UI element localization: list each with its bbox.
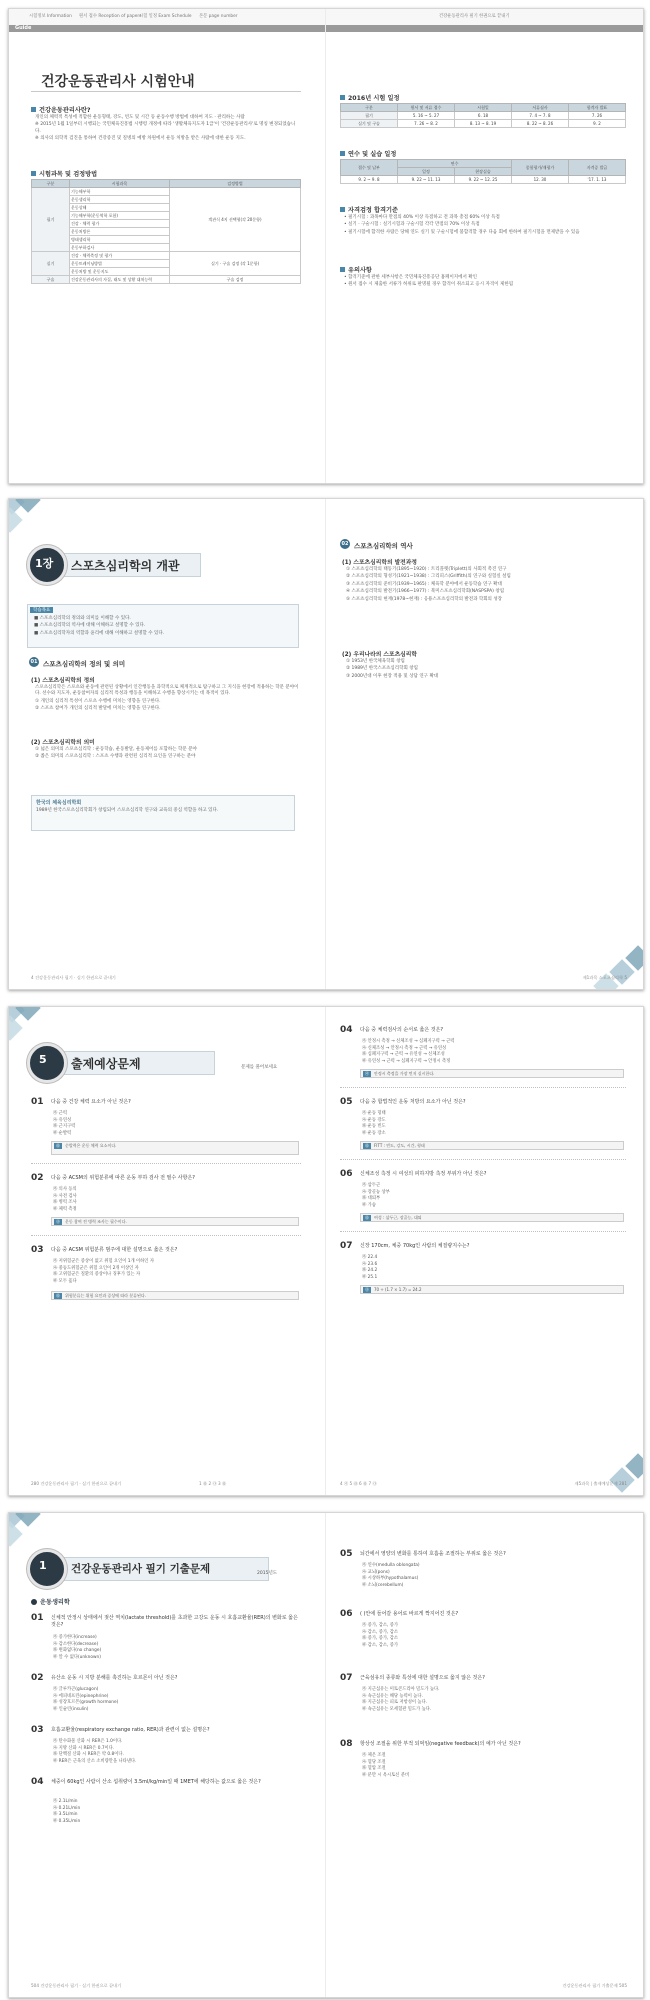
section-title: 스포츠심리학의 정의 및 의미 bbox=[43, 660, 126, 668]
option[interactable]: ㉱ 감소, 감소, 증가 bbox=[362, 1642, 399, 1648]
answer-badge: ㉱ bbox=[365, 1143, 369, 1148]
option[interactable]: ㉱ 체력 측정 bbox=[53, 1206, 77, 1212]
chapter-number: 5 bbox=[39, 1053, 47, 1066]
option[interactable]: ㉰ 증가, 증가, 감소 bbox=[362, 1636, 399, 1642]
answer-explanation bbox=[360, 1069, 624, 1078]
table-cell: 기능해부학 bbox=[70, 188, 170, 196]
question-text: 다음 중 건강 체력 요소가 아닌 것은? bbox=[51, 1099, 131, 1105]
table-cell: 8. 22 ~ 8. 26 bbox=[512, 120, 569, 128]
question-text: 호흡교환율(respiratory exchange ratio, RER)과 관련이 없는 설명은? bbox=[51, 1727, 210, 1733]
text-line: • 원서 접수 시 제출한 서류가 허위로 판명될 경우 합격이 취소되고 응시 자격이 제한됨 bbox=[344, 282, 514, 288]
question-options bbox=[362, 1753, 624, 1779]
spread-practice-questions bbox=[8, 1006, 644, 1496]
table-cell: 운동상해 bbox=[70, 204, 170, 212]
option[interactable]: ㉯ 지방 산화 시 RER은 0.7이다. bbox=[53, 1745, 115, 1751]
option[interactable]: ㉮ 22.4 bbox=[362, 1255, 378, 1260]
note-title: 한국의 체육심리학회 bbox=[36, 800, 82, 806]
history-list bbox=[346, 567, 630, 604]
table-cell: 건강운동관리사의 자질, 태도 및 상황 대처능력 bbox=[70, 276, 170, 284]
header-crumb-4: 본문 page number bbox=[199, 14, 238, 19]
table-cell: 필기 bbox=[32, 188, 70, 252]
option[interactable]: ㉱ 속근섬유는 모세혈관 밀도가 높다. bbox=[362, 1706, 432, 1712]
question-number: 07 bbox=[340, 1673, 353, 1683]
question-number: 06 bbox=[340, 1169, 353, 1179]
answer-badge: ㉱ bbox=[56, 1143, 60, 1148]
option[interactable]: ㉰ 지근섬유는 피로 저항성이 높다. bbox=[362, 1700, 428, 1706]
question-options bbox=[362, 1111, 624, 1137]
question-number: 02 bbox=[31, 1673, 44, 1683]
table-cell: 8. 13 ~ 8. 19 bbox=[455, 120, 512, 128]
option[interactable]: ㉮ 2.1L/min bbox=[53, 1799, 78, 1804]
option[interactable]: ㉯ 교뇌(pons) bbox=[362, 1569, 390, 1575]
answer-explanation bbox=[51, 1291, 299, 1300]
question-text: 다음 중 ACSM의 위험분류에 따른 운동 부하 검사 전 필수 사항은? bbox=[51, 1175, 195, 1181]
option[interactable]: ㉯ 감소, 증가, 감소 bbox=[362, 1629, 399, 1635]
text-line: • 필기시험 : 과목마다 만점의 40% 이상 득점하고 전 과목 총점 60% 이상 득점 bbox=[344, 215, 500, 220]
option[interactable]: ㉱ 운동 장소 bbox=[362, 1130, 386, 1136]
spread-exam-guide bbox=[8, 8, 644, 484]
page-left bbox=[9, 1007, 326, 1495]
question-divider bbox=[340, 1159, 626, 1160]
page-footer: 제5과목 | 출제예상문제 281 bbox=[574, 1481, 627, 1486]
list-item: ② 스포츠심리학의 형성기(1921~1938) : 그리피스(Griffith)의 연구와 실험실 설립 bbox=[346, 574, 511, 580]
list-item: ④ 스포츠심리학의 발전기(1966~1977) : 북미스포츠심리학회(NASPSPA) 창립 bbox=[346, 589, 505, 595]
chapter-title: 건강운동관리사 필기 기출문제 bbox=[71, 1563, 211, 1575]
explanation-text: 위험분류는 위험 요인과 증상에 따라 분류된다. bbox=[65, 1293, 147, 1298]
question-divider bbox=[340, 1231, 626, 1232]
page-footer: 제1과목 스포츠심리학 5 bbox=[582, 975, 627, 980]
option[interactable]: ㉰ 3.5L/min bbox=[53, 1812, 78, 1818]
table-cell: 9. 2 bbox=[569, 120, 626, 128]
option[interactable]: ㉯ 23.6 bbox=[362, 1261, 378, 1267]
answer-explanation bbox=[51, 1217, 299, 1226]
question-options bbox=[362, 1623, 624, 1649]
guide-label: Guide bbox=[15, 25, 32, 31]
page-left bbox=[9, 9, 326, 483]
subject-label: 운동생리학 bbox=[31, 1597, 70, 1606]
subsection-text bbox=[35, 747, 299, 762]
table-header: 원서 및 서류 접수 bbox=[398, 104, 455, 112]
table-header: 구분 bbox=[32, 180, 70, 188]
question-options bbox=[362, 1183, 624, 1209]
section-text bbox=[344, 215, 624, 237]
table-header: 시험과목 bbox=[70, 180, 170, 188]
question-number: 03 bbox=[31, 1725, 44, 1735]
table-cell: 6. 18 bbox=[455, 112, 512, 120]
text-line: • 실기 · 구술시험 : 실기시험과 구술시험 각각 만점의 70% 이상 득점 bbox=[344, 222, 480, 228]
table-cell: 필기 bbox=[341, 112, 398, 120]
option[interactable]: ㉱ 알 수 없다(unknown) bbox=[53, 1654, 101, 1660]
question-options bbox=[53, 1739, 299, 1765]
exam-subjects-table bbox=[31, 179, 301, 284]
option[interactable]: ㉱ RER은 근육의 산소 소비량만을 나타낸다. bbox=[53, 1758, 137, 1764]
list-item: ① 스포츠심리학의 태동기(1895~1920) : 트리플렛(Triplett)의 사회적 촉진 연구 bbox=[346, 567, 507, 572]
explanation-text: 운동 참여 전 병력 조사는 필수이다. bbox=[65, 1219, 127, 1224]
goal-item: ■ 스포츠심리학의 정의와 의미를 이해할 수 있다. bbox=[34, 616, 131, 621]
text-line: ※ 의사의 의학적 검진을 통하여 건강증진 및 질병의 예방 차원에서 운동 처방을 받은 사람에 대한 운동 지도. bbox=[35, 136, 246, 142]
option[interactable]: ㉱ 모두 옳다 bbox=[53, 1278, 77, 1284]
question-number: 04 bbox=[31, 1777, 44, 1787]
option[interactable]: ㉮ 체온 조절 bbox=[362, 1753, 386, 1758]
question-options bbox=[362, 1563, 624, 1589]
table-cell: 건강 · 체력 평가 bbox=[70, 220, 170, 228]
question-text: 근육섬유의 종류와 특성에 대한 설명으로 옳지 않은 것은? bbox=[360, 1675, 485, 1681]
section-title: 스포츠심리학의 역사 bbox=[354, 542, 413, 550]
page-right bbox=[326, 1007, 643, 1495]
question-number: 01 bbox=[31, 1097, 44, 1107]
subsection-title: (1) 스포츠심리학의 정의 bbox=[31, 678, 95, 684]
table-header: 검정방법 bbox=[170, 180, 301, 188]
question-text: 신체적 안정시 상태에서 젖산 역치(lactate threshold)를 초과한 고강도 운동 시 호흡교환율(RER)의 변화로 옳은 것은? bbox=[51, 1615, 298, 1628]
table-cell: 12. 30 bbox=[512, 176, 569, 184]
korea-history-list bbox=[346, 659, 630, 681]
table-cell: 실기 · 구술 검정 (각 1문항) bbox=[170, 252, 301, 276]
explanation-text: 안정시 측정을 가장 먼저 실시한다. bbox=[374, 1071, 435, 1076]
option[interactable]: ㉰ 24.2 bbox=[362, 1268, 378, 1274]
option[interactable]: ㉯ 감소한다(decrease) bbox=[53, 1641, 99, 1647]
option[interactable]: ㉮ 저위험군은 증상이 없고 위험 요인이 1개 이하인 자 bbox=[53, 1259, 154, 1264]
page-footer: 건강운동관리사 필기 기출문제 505 bbox=[562, 1983, 627, 1988]
option[interactable]: ㉯ 0.21L/min bbox=[53, 1805, 81, 1811]
schedule-table bbox=[340, 103, 626, 128]
explanation-text: 여성 : 삼두근, 장골능, 대퇴 bbox=[374, 1215, 422, 1220]
option[interactable]: ㉰ 대퇴부 bbox=[362, 1196, 381, 1202]
table-cell: 7. 4 ~ 7. 8 bbox=[512, 112, 569, 120]
header-crumb-1: 시험정보 Information bbox=[29, 14, 72, 19]
option[interactable]: ㉱ 유연성 → 근력 → 심폐지구력 → 안정시 측정 bbox=[362, 1058, 451, 1064]
question-text: 신장 170cm, 체중 70kg인 사람의 체질량지수는? bbox=[360, 1243, 470, 1249]
question-options bbox=[53, 1259, 299, 1285]
question-number: 04 bbox=[340, 1025, 353, 1035]
section-number-badge: 02 bbox=[341, 541, 349, 547]
spread-chapter1 bbox=[8, 498, 644, 990]
table-cell: 구술 bbox=[32, 276, 70, 284]
option[interactable]: ㉱ 0.35L/min bbox=[53, 1818, 81, 1824]
question-text: ( )안에 들어갈 용어로 바르게 짝지어진 것은? bbox=[360, 1611, 459, 1617]
learning-goals-box bbox=[27, 604, 299, 648]
option[interactable]: ㉯ 혈당 조절 bbox=[362, 1759, 386, 1765]
question-text: 다음 중 체력검사의 순서로 옳은 것은? bbox=[360, 1027, 444, 1033]
table-cell: 9. 2 ~ 9. 8 bbox=[341, 176, 398, 184]
goal-item: ■ 스포츠심리학자의 역할과 윤리에 대해 이해하고 설명할 수 있다. bbox=[34, 630, 165, 636]
table-cell: '17. 1. 13 bbox=[569, 176, 626, 184]
option[interactable]: ㉯ 속근섬유는 해당 능력이 높다. bbox=[362, 1693, 423, 1699]
table-cell: 9. 22 ~ 11. 13 bbox=[398, 176, 455, 184]
option[interactable]: ㉮ 글루카곤(glucagon) bbox=[53, 1687, 99, 1692]
chapter-title: 스포츠심리학의 개관 bbox=[71, 559, 180, 573]
text-line: ※ 2015년 1월 1일부터 시행되는 국민체육진흥법 시행령 개정에 따라 '생활체육지도자 1급'이 '건강운동관리사'로 명칭 변경되었습니다. bbox=[35, 122, 296, 134]
section-heading: 유의사항 bbox=[340, 265, 372, 274]
option[interactable]: ㉮ 연수(medulla oblongata) bbox=[362, 1563, 420, 1568]
subsection-text bbox=[35, 685, 299, 714]
question-number: 06 bbox=[340, 1609, 353, 1619]
chapter-number: 1 bbox=[39, 1559, 47, 1572]
table-header: 연수 bbox=[398, 160, 512, 168]
chapter-header bbox=[27, 1043, 213, 1081]
table-header: 접수 및 납부 bbox=[341, 160, 398, 176]
table-cell: 구술 검정 bbox=[170, 276, 301, 284]
table-header: 자격증 발급 bbox=[569, 160, 626, 176]
option[interactable]: ㉰ 단백질 산화 시 RER은 약 0.8이다. bbox=[53, 1752, 124, 1758]
list-item: ⑤ 스포츠심리학의 현재(1978~현재) : 응용스포츠심리학의 발전과 학회의 성장 bbox=[346, 596, 503, 602]
question-options bbox=[53, 1111, 299, 1137]
chapter-badge bbox=[27, 1043, 67, 1083]
chapter-title: 출제예상문제 bbox=[71, 1057, 141, 1071]
option[interactable]: ㉮ 근력 bbox=[53, 1111, 67, 1116]
explanation-text: FITT : 빈도, 강도, 시간, 형태 bbox=[374, 1143, 425, 1148]
page-right bbox=[326, 499, 643, 989]
chapter-badge bbox=[27, 1549, 67, 1589]
page-footer: 4 건강운동관리사 필기 · 실기 한권으로 끝내기 bbox=[31, 975, 116, 980]
option[interactable]: ㉮ 증가, 감소, 증가 bbox=[362, 1623, 399, 1628]
page-footer: 504 건강운동관리사 필기 · 실기 한권으로 끝내기 bbox=[31, 1983, 122, 1988]
explanation-text: 순발력은 운동 체력 요소이다. bbox=[65, 1143, 117, 1148]
list-item: ③ 스포츠심리학의 준비기(1939~1965) : 체육학 분야에서 운동학습 연구 확대 bbox=[346, 581, 502, 587]
question-options bbox=[53, 1799, 299, 1825]
section-number-badge: 01 bbox=[30, 659, 38, 665]
explanation-text: 70 ÷ (1.7 × 1.7) = 24.2 bbox=[374, 1287, 422, 1292]
option[interactable]: ㉱ 순발력 bbox=[53, 1130, 72, 1136]
table-cell: 7. 26 bbox=[569, 112, 626, 120]
header-right-text: 건강운동관리사 필기 한권으로 끝내기 bbox=[439, 14, 510, 19]
table-cell: 운동트레이닝방법 bbox=[70, 260, 170, 268]
question-options bbox=[53, 1687, 299, 1713]
chapter-header bbox=[27, 1549, 267, 1587]
header-crumb-2: 원서 접수 Reception of papers bbox=[79, 14, 142, 19]
table-cell: 운동처방론 bbox=[70, 228, 170, 236]
question-text: 체중이 60kg인 사람이 산소 섭취량이 3.5ml/kg/min일 때 1MET에 해당하는 값으로 옳은 것은? bbox=[51, 1779, 261, 1785]
option[interactable]: ㉱ 25.1 bbox=[362, 1274, 378, 1280]
table-cell: 실기 bbox=[32, 252, 70, 276]
text-line: 개인의 체력적 특성에 적합한 운동형태, 강도, 빈도 및 시간 등 운동수행 방법에 대하여 지도 · 관리하는 사람 bbox=[35, 115, 245, 120]
question-text: 뇌간에서 영양의 변화를 통하여 호흡을 조절하는 부위로 옳은 것은? bbox=[360, 1551, 506, 1557]
section-text bbox=[35, 115, 297, 144]
answer-badge: ㉰ bbox=[365, 1287, 369, 1292]
list-item: ② 1989년 한국스포츠심리학회 창립 bbox=[346, 666, 418, 672]
question-options bbox=[362, 1687, 624, 1713]
spread-past-exam bbox=[8, 1512, 644, 1998]
question-number: 02 bbox=[31, 1173, 44, 1183]
option[interactable]: ㉯ 유연성 bbox=[53, 1117, 72, 1123]
page-right bbox=[326, 9, 643, 483]
answer-badge: ㉰ bbox=[56, 1219, 60, 1224]
option[interactable]: ㉮ 안정시 측정 → 신체조성 → 심폐지구력 → 근력 bbox=[362, 1039, 455, 1044]
note-text: 1989년 한국스포츠심리학회가 창립되어 스포츠심리학 연구와 교육의 중심 역할을 하고 있다. bbox=[36, 808, 219, 813]
page-footer: 280 건강운동관리사 필기 · 실기 한권으로 끝내기 bbox=[31, 1481, 122, 1486]
subsection-title: (2) 스포츠심리학의 의미 bbox=[31, 740, 95, 746]
goals-label: 학습목표 bbox=[30, 607, 53, 613]
option[interactable]: ㉱ 소뇌(cerebellum) bbox=[362, 1582, 404, 1588]
text-line: ① 개인의 심리적 특성이 스포츠 수행에 미치는 영향을 연구한다. bbox=[35, 698, 161, 704]
option[interactable]: ㉰ 성장호르몬(growth hormone) bbox=[53, 1700, 119, 1706]
question-text: 유산소 운동 시 지방 분해를 촉진하는 호르몬이 아닌 것은? bbox=[51, 1675, 178, 1681]
question-number: 07 bbox=[340, 1241, 353, 1251]
chapter-subtitle: 문제를 풀어보세요 bbox=[241, 1065, 278, 1070]
chapter-header bbox=[27, 545, 199, 583]
subsection-title: (1) 스포츠심리학의 발전과정 bbox=[342, 560, 417, 566]
option[interactable]: ㉮ 운동 형태 bbox=[362, 1111, 386, 1116]
text-line: • 필기시험에 합격한 사람은 당해 연도 실기 및 구술시험에 불합격할 경우 다음 회에 한하여 필기시험을 면제받을 수 있음 bbox=[344, 229, 580, 235]
question-number: 05 bbox=[340, 1549, 353, 1559]
table-cell: 운동처방 및 운동지도 bbox=[70, 268, 170, 276]
question-text: 다음 중 ACSM 위험분류 범주에 대한 설명으로 옳은 것은? bbox=[51, 1247, 178, 1253]
option[interactable]: ㉯ 장골능 상부 bbox=[362, 1189, 390, 1195]
answer-key: 4 ㉮ 5 ㉱ 6 ㉱ 7 ㉰ bbox=[340, 1481, 377, 1486]
option[interactable]: ㉰ 혈압 조절 bbox=[362, 1766, 386, 1772]
page-right bbox=[326, 1513, 643, 1997]
option[interactable]: ㉰ 고위험군은 질환의 증상이나 징후가 있는 자 bbox=[53, 1272, 141, 1278]
option[interactable]: ㉰ 시상하부(hypothalamus) bbox=[362, 1576, 419, 1582]
table-cell: 기능해부학(운동역학 포함) bbox=[70, 212, 170, 220]
option[interactable]: ㉮ 증가한다(increase) bbox=[53, 1635, 97, 1640]
page-left bbox=[9, 1513, 326, 1997]
question-number: 08 bbox=[340, 1739, 353, 1749]
option[interactable]: ㉮ 삼두근 bbox=[362, 1183, 381, 1188]
header-crumb-3: 시험 일정 Exam Schedule bbox=[139, 14, 192, 19]
option[interactable]: ㉯ 운동 강도 bbox=[362, 1117, 386, 1123]
answer-badge: ㉮ bbox=[365, 1071, 369, 1076]
answer-key: 1 ㉱ 2 ㉰ 3 ㉱ bbox=[199, 1481, 227, 1486]
table-cell: 병태생리학 bbox=[70, 236, 170, 244]
chapter-subtitle: 2015년도 bbox=[257, 1571, 278, 1576]
section-heading: 연수 및 실습 일정 bbox=[340, 149, 396, 158]
option[interactable]: ㉯ 사전 검사 bbox=[53, 1193, 77, 1199]
option[interactable]: ㉰ 병력 조사 bbox=[53, 1200, 77, 1206]
question-text: 신체조성 측정 시 여성의 피하지방 측정 부위가 아닌 것은? bbox=[360, 1171, 487, 1177]
chapter-number: 1장 bbox=[35, 557, 54, 570]
option[interactable]: ㉰ 심폐지구력 → 근력 → 유연성 → 신체조성 bbox=[362, 1052, 445, 1058]
text-line: ① 넓은 의미의 스포츠심리학 : 운동학습, 운동발달, 운동제어를 포함하는 학문 분야 bbox=[35, 747, 197, 752]
question-divider bbox=[31, 1163, 301, 1164]
goal-item: ■ 스포츠심리학의 역사에 대해 이해하고 설명할 수 있다. bbox=[34, 623, 146, 629]
page-left bbox=[9, 499, 326, 989]
table-cell: 실기 및 구술 bbox=[341, 120, 398, 128]
list-item: ③ 2000년대 이후 현장 적용 및 상담 연구 확대 bbox=[346, 673, 439, 679]
table-cell: 7. 26 ~ 8. 2 bbox=[398, 120, 455, 128]
option[interactable]: ㉮ 탄수화물 산화 시 RER은 1.0이다. bbox=[53, 1739, 123, 1744]
option[interactable]: ㉯ 에피네프린(epinephrine) bbox=[53, 1693, 109, 1699]
table-header: 구분 bbox=[341, 104, 398, 112]
question-text: 항상성 조절을 위한 부적 되먹임(negative feedback)의 예가 아닌 것은? bbox=[360, 1741, 521, 1747]
question-options bbox=[53, 1635, 299, 1661]
table-subheader: 현장실습 bbox=[455, 168, 512, 176]
option[interactable]: ㉮ 지근섬유는 미토콘드리아 밀도가 높다. bbox=[362, 1687, 440, 1692]
option[interactable]: ㉰ 근지구력 bbox=[53, 1124, 76, 1130]
section-text bbox=[344, 275, 624, 290]
table-cell: 건강 · 체력측정 및 평가 bbox=[70, 252, 170, 260]
training-table bbox=[340, 159, 626, 184]
text-line: • 합격기준에 관한 세부사항은 국민체육진흥공단 홈페이지에서 확인 bbox=[344, 275, 477, 280]
table-subheader: 일정 bbox=[398, 168, 455, 176]
option[interactable]: ㉯ 신체조성 → 안정시 측정 → 근력 → 유연성 bbox=[362, 1045, 447, 1051]
question-options bbox=[362, 1255, 624, 1281]
note-box bbox=[31, 795, 295, 831]
option[interactable]: ㉰ 운동 빈도 bbox=[362, 1124, 386, 1130]
answer-badge: ㉱ bbox=[365, 1215, 369, 1220]
question-text: 다음 중 합법적인 운동 처방의 요소가 아닌 것은? bbox=[360, 1099, 466, 1105]
option[interactable]: ㉱ 분만 시 옥시토신 분비 bbox=[362, 1772, 410, 1778]
text-line: 스포츠심리학은 스포츠와 운동에 관련된 상황에서 인간행동을 과학적으로 체계적으로 탐구하고 그 지식을 현장에 적용하는 학문 분야이다. 선수와 지도자, 운동참여자의 심리적 특성과 행동을 이해하고 수행을 향상시키는 데 목적이 있다. bbox=[35, 685, 299, 697]
option[interactable]: ㉯ 중등도위험군은 위험 요인이 2개 이상인 자 bbox=[53, 1265, 139, 1271]
question-divider bbox=[340, 1087, 626, 1088]
question-options bbox=[53, 1187, 299, 1213]
page-title: 건강운동관리사 시험안내 bbox=[41, 74, 195, 90]
table-header: 서류심사 bbox=[512, 104, 569, 112]
table-cell: 운동생리학 bbox=[70, 196, 170, 204]
option[interactable]: ㉱ 인슐린(insulin) bbox=[53, 1706, 89, 1712]
question-number: 03 bbox=[31, 1245, 44, 1255]
answer-explanation bbox=[360, 1213, 624, 1222]
table-header: 합격자 발표 bbox=[569, 104, 626, 112]
option[interactable]: ㉱ 가슴 bbox=[362, 1202, 376, 1208]
question-number: 05 bbox=[340, 1097, 353, 1107]
question-options bbox=[362, 1039, 624, 1065]
option[interactable]: ㉰ 변화없다(no change) bbox=[53, 1648, 102, 1654]
answer-explanation bbox=[51, 1141, 299, 1155]
title-divider bbox=[31, 91, 301, 92]
subsection-title: (2) 우리나라의 스포츠심리학 bbox=[342, 652, 417, 658]
text-line: ② 좁은 의미의 스포츠심리학 : 스포츠 수행과 관련된 심리적 요인을 연구하는 분야 bbox=[35, 754, 196, 760]
list-item: ① 1953년 한국체육학회 창립 bbox=[346, 659, 405, 664]
option[interactable]: ㉮ 의사 동의 bbox=[53, 1187, 77, 1192]
section-heading: 자격검정 합격기준 bbox=[340, 205, 398, 214]
section-heading: 건강운동관리사란? bbox=[31, 105, 90, 114]
table-cell: 객관식 4지 선택형(각 20문항) bbox=[170, 188, 301, 252]
table-header: 종합평가/재평가 bbox=[512, 160, 569, 176]
section-heading: 2016년 시험 일정 bbox=[340, 93, 399, 102]
table-header: 시험일 bbox=[455, 104, 512, 112]
answer-explanation bbox=[360, 1141, 624, 1150]
section-heading: 시험과목 및 검정방법 bbox=[31, 169, 97, 178]
goals-list bbox=[34, 616, 292, 638]
table-cell: 운동부하검사 bbox=[70, 244, 170, 252]
text-line: ② 스포츠 참여가 개인의 심리적 발달에 미치는 영향을 연구한다. bbox=[35, 706, 161, 712]
answer-explanation bbox=[360, 1285, 624, 1294]
answer-badge: ㉱ bbox=[56, 1293, 60, 1298]
table-cell: 9. 22 ~ 12. 25 bbox=[455, 176, 512, 184]
table-cell: 5. 16 ~ 5. 27 bbox=[398, 112, 455, 120]
question-divider bbox=[31, 1235, 301, 1236]
question-number: 01 bbox=[31, 1613, 44, 1623]
